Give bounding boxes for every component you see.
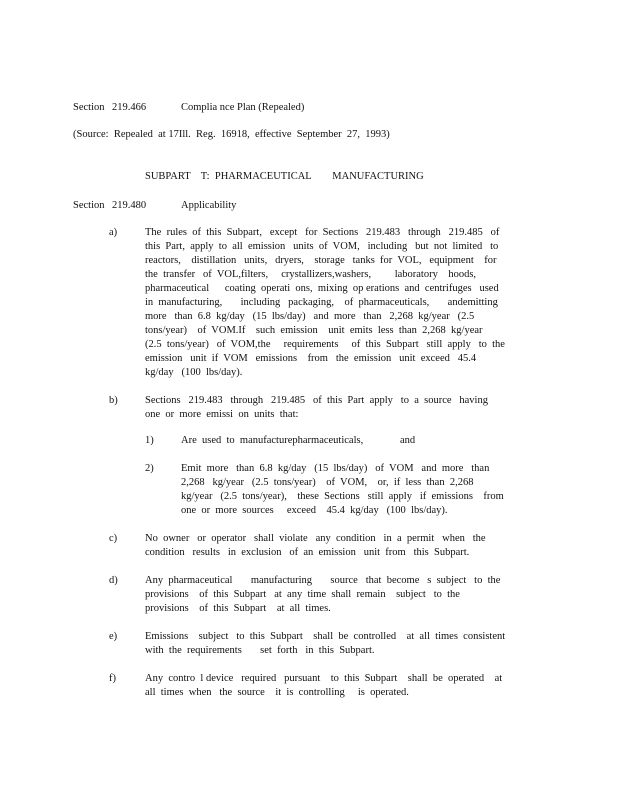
text-line: No owner or operator shall violate any condition in a permit when the bbox=[145, 533, 486, 544]
item-c-text bbox=[145, 532, 486, 560]
item-e-marker: e) bbox=[109, 631, 118, 642]
text-line: one or more sources exceed 45.4 kg/day (100 lbs/day). bbox=[181, 505, 448, 516]
section-480-label: Section bbox=[73, 200, 105, 211]
item-a-marker: a) bbox=[109, 227, 118, 238]
text-line: provisions of this Subpart at all times. bbox=[145, 603, 331, 614]
text-line: pharmaceutical coating operati ons, mixing op erations and centrifuges used bbox=[145, 283, 499, 294]
text-line: Any pharmaceutical manufacturing source that become s subject to the bbox=[145, 575, 501, 586]
text-line: Sections 219.483 through 219.485 of this Part apply to a source having bbox=[145, 395, 488, 406]
text-line: Emissions subject to this Subpart shall be controlled at all times consistent bbox=[145, 631, 506, 642]
text-line: the transfer of VOL,filters, crystallizers,washers, laboratory hoods, bbox=[145, 269, 477, 280]
text-line: kg/year (2.5 tons/year), these Sections still apply if emissions from bbox=[181, 491, 504, 502]
item-e-text bbox=[145, 630, 505, 658]
text-line: with the requirements set forth in this Subpart. bbox=[145, 645, 375, 656]
item-d-text bbox=[145, 574, 500, 616]
section-480-number: 219.480 bbox=[112, 200, 147, 211]
text-line: Any contro l device required pursuant to this Subpart shall be operated at bbox=[145, 673, 503, 684]
source-note: (Source: Repealed at 17Ill. Reg. 16918, effective September 27, 1993) bbox=[73, 129, 390, 140]
text-line: more than 6.8 kg/day (15 lbs/day) and more than 2,268 kg/year (2.5 bbox=[145, 311, 475, 322]
item-f-marker: f) bbox=[109, 673, 116, 684]
section-466-label: Section bbox=[73, 102, 105, 113]
text-line: all times when the source it is controlling is operated. bbox=[145, 687, 409, 698]
subitem-2-text bbox=[181, 462, 504, 518]
subpart-title: SUBPART T: PHARMACEUTICAL MANUFACTURING bbox=[145, 171, 424, 182]
section-466-number: 219.466 bbox=[112, 102, 147, 113]
item-c-marker: c) bbox=[109, 533, 118, 544]
text-line: emission unit if VOM emissions from the emission unit exceed 45.4 bbox=[145, 353, 477, 364]
text-line: tons/year) of VOM.If such emission unit emits less than 2,268 kg/year bbox=[145, 325, 483, 336]
section-480-title: Applicability bbox=[181, 200, 237, 211]
item-f-text bbox=[145, 672, 502, 700]
text-line: in manufacturing, including packaging, of pharmaceuticals, andemitting bbox=[145, 297, 498, 308]
text-line: The rules of this Subpart, except for Sections 219.483 through 219.485 of bbox=[145, 227, 500, 238]
item-a-text bbox=[145, 226, 505, 380]
text-line: Are used to manufacturepharmaceuticals, and bbox=[181, 435, 416, 446]
text-line: kg/day (100 lbs/day). bbox=[145, 367, 243, 378]
item-b-marker: b) bbox=[109, 395, 118, 406]
text-line: 2,268 kg/year (2.5 tons/year) of VOM, or, if less than 2,268 bbox=[181, 477, 474, 488]
subitem-2-marker: 2) bbox=[145, 463, 154, 474]
text-line: provisions of this Subpart at any time shall remain subject to the bbox=[145, 589, 460, 600]
item-d-marker: d) bbox=[109, 575, 118, 586]
text-line: this Part, apply to all emission units of VOM, including but not limited to bbox=[145, 241, 499, 252]
text-line: condition results in exclusion of an emission unit from this Subpart. bbox=[145, 547, 470, 558]
subitem-1-marker: 1) bbox=[145, 435, 154, 446]
text-line: reactors, distillation units, dryers, storage tanks for VOL, equipment for bbox=[145, 255, 497, 266]
text-line: (2.5 tons/year) of VOM,the requirements of this Subpart still apply to the bbox=[145, 339, 505, 350]
text-line: Emit more than 6.8 kg/day (15 lbs/day) of VOM and more than bbox=[181, 463, 490, 474]
text-line: one or more emissi on units that: bbox=[145, 409, 299, 420]
section-466-title: Complia nce Plan (Repealed) bbox=[181, 102, 305, 113]
subitem-1-text bbox=[181, 434, 415, 448]
item-b-text bbox=[145, 394, 488, 422]
